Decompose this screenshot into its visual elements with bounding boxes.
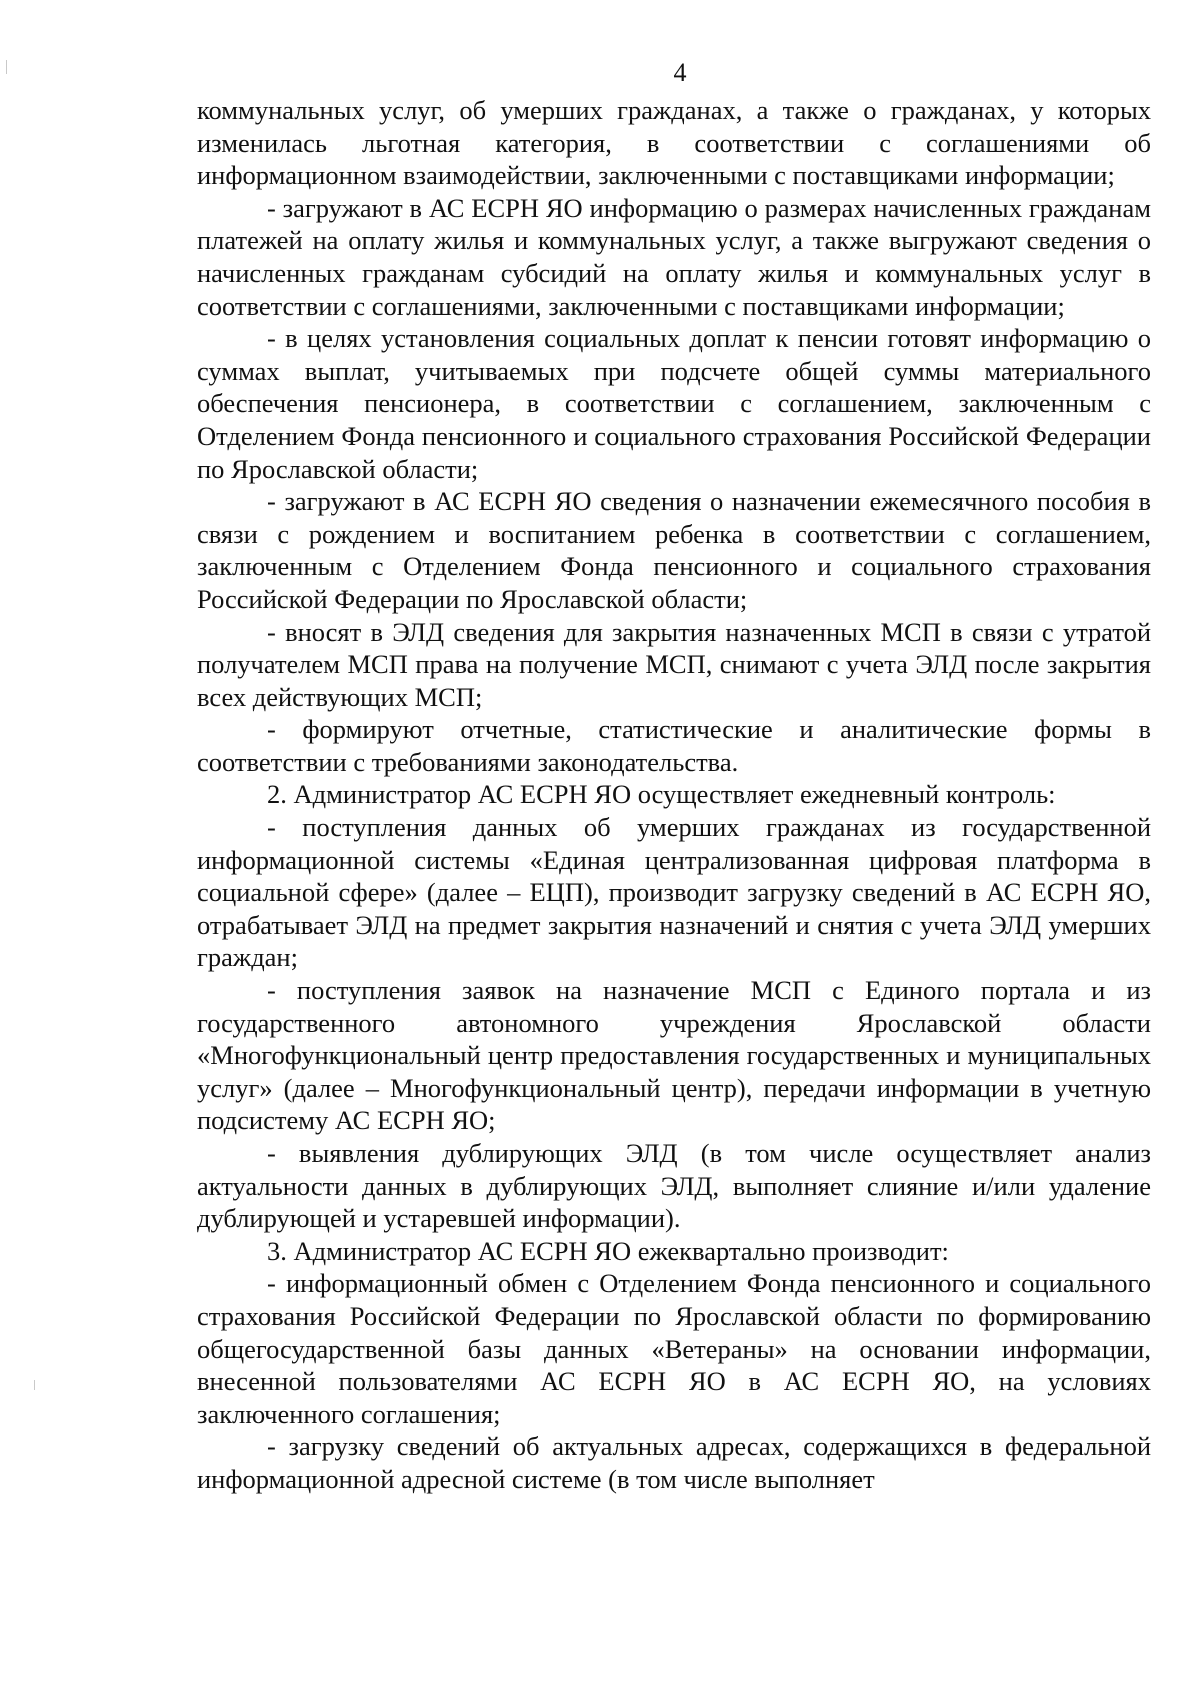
paragraph-list-item: - в целях установления социальных доплат к пенсии готовят информацию о суммах выплат, учитываемых при подсчете общей суммы материального обеспечения пенсионера, в соответствии с соглашением, заключенным с Отделением Фонда пенсионного и социального страхования Российской Федерации по Ярославской области; xyxy=(197,323,1151,484)
page-number: 4 xyxy=(673,58,687,87)
paragraph-list-item: - загружают в АС ЕСРН ЯО сведения о назначении ежемесячного пособия в связи с рождением и воспитанием ребенка в соответствии с соглашением, заключенным с Отделением Фонда пенсионного и социального страхования Российской Федерации по Ярославской области; xyxy=(197,486,1151,614)
paragraph-list-item: - вносят в ЭЛД сведения для закрытия назначенных МСП в связи с утратой получателем МСП права на получение МСП, снимают с учета ЭЛД после закрытия всех действующих МСП; xyxy=(197,616,1151,712)
scan-edge-mark xyxy=(34,1380,35,1390)
paragraph-list-item: - информационный обмен с Отделением Фонда пенсионного и социального страхования Российской Федерации по Ярославской области по формированию общегосударственной базы данных «Ветераны» на основании информации, внесенной пользователями АС ЕСРН ЯО в АС ЕСРН ЯО, на условиях заключенного соглашения; xyxy=(197,1268,1151,1429)
paragraph-numbered-item: 3. Администратор АС ЕСРН ЯО ежеквартально производит: xyxy=(267,1235,949,1266)
paragraph-list-item: - поступления данных об умерших гражданах из государственной информационной системы «Единая централизованная цифровая платформа в социальной сфере» (далее – ЕЦП), производит загрузку сведений в АС ЕСРН ЯО, отрабатывает ЭЛД на предмет закрытия назначений и снятия с учета ЭЛД умерших граждан; xyxy=(197,812,1151,973)
scan-edge-mark xyxy=(6,60,7,74)
paragraph-numbered-item: 2. Администратор АС ЕСРН ЯО осуществляет ежедневный контроль: xyxy=(267,779,1056,810)
paragraph-list-item: - загрузку сведений об актуальных адресах, содержащихся в федеральной информационной адресной системе (в том числе выполняет xyxy=(197,1431,1151,1494)
paragraph-list-item: - выявления дублирующих ЭЛД (в том числе осуществляет анализ актуальности данных в дублирующих ЭЛД, выполняет слияние и/или удаление дублирующей и устаревшей информации). xyxy=(197,1138,1151,1234)
paragraph-list-item: - формируют отчетные, статистические и аналитические формы в соответствии с требованиями законодательства. xyxy=(197,714,1151,777)
paragraph-list-item: - поступления заявок на назначение МСП с Единого портала и из государственного автономного учреждения Ярославской области «Многофункциональный центр предоставления государственных и муниципальных услуг» (далее – Многофункциональный центр), передачи информации в учетную подсистему АС ЕСРН ЯО; xyxy=(197,975,1151,1136)
paragraph-continuation: коммунальных услуг, об умерших гражданах, а также о гражданах, у которых изменилась льготная категория, в соответствии с соглашениями об информационном взаимодействии, заключенными с поставщиками информации; xyxy=(197,95,1151,191)
document-body xyxy=(197,94,1151,1496)
paragraph-list-item: - загружают в АС ЕСРН ЯО информацию о размерах начисленных гражданам платежей на оплату жилья и коммунальных услуг, а также выгружают сведения о начисленных гражданам субсидий на оплату жилья и коммунальных услуг в соответствии с соглашениями, заключенными с поставщиками информации; xyxy=(197,192,1151,321)
